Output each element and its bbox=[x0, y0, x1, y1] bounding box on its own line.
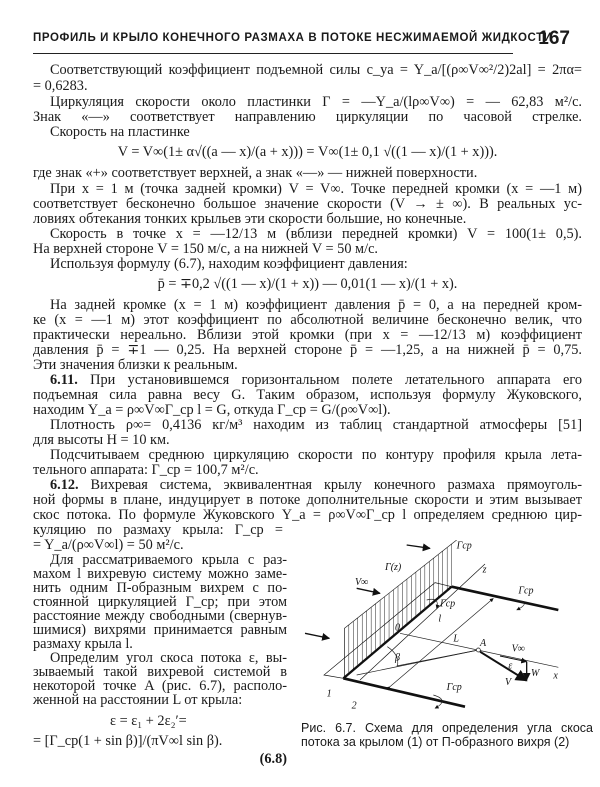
figure-caption-line: потока за крылом (1) от П-образного вихря (2) bbox=[301, 735, 570, 749]
text-line: ной формы в плане, индуцирует в потоке дополнительные скорости и этим вызывает bbox=[33, 492, 582, 508]
text-line: Используя формулу (6.7), находим коэффициент давления: bbox=[50, 256, 408, 272]
text-line: женной на расстоянии L от крыла: bbox=[33, 692, 243, 708]
text-line: Определим угол скоса потока ε, вы- bbox=[50, 650, 287, 666]
text-line: практически нереально. Вблизи этой кромки (при x = —12/13 м) коэффициент bbox=[33, 327, 582, 343]
text-line: Скорость на пластинке bbox=[50, 124, 190, 140]
formula-line: p̄ = ∓0,2 √((1 — x)/(1 + x)) — 0,01(1 — x)/(1 + x). bbox=[157, 276, 458, 292]
header-rule bbox=[33, 53, 513, 54]
text-line: некоторой точке A (рис. 6.7), располо- bbox=[33, 678, 287, 694]
text-line: = Y_a/(ρ∞V∞l) = 50 м²/с. bbox=[33, 537, 184, 553]
label-wing-1: 1 bbox=[326, 688, 332, 700]
label-origin: 0 bbox=[395, 622, 400, 634]
text-line: соответствует бесконечно большое значение скорости (V → ± ∞). В реальных ус- bbox=[33, 196, 582, 212]
formula-line: ε = ε₁ + 2ε₂′= bbox=[110, 713, 187, 729]
text-line: расстояние между свободными (свернув- bbox=[33, 608, 287, 624]
text-line: подъемная сила равна весу G. Таким образом, используя формулу Жуковского, bbox=[33, 387, 582, 403]
label-v-inf-at-a: V∞ bbox=[511, 643, 525, 655]
label-point-a: A bbox=[480, 638, 487, 649]
formula-line: V = V∞(1± α√((a — x)/(a + x))) = V∞(1± 0,1 √((1 — x)/(1 + x))). bbox=[117, 144, 498, 160]
text-line: для высоты H = 10 км. bbox=[33, 432, 170, 448]
formula-line: = [Γ_ср(1 + sin β)]/(πV∞l sin β). bbox=[33, 733, 223, 749]
text-line: Циркуляция скорости около пластинки Γ = —Y_a/(lρ∞V∞) = — 62,83 м²/с. bbox=[50, 94, 582, 110]
problem-number: 6.12. bbox=[50, 477, 79, 493]
label-gamma-cp-center: Γср bbox=[440, 598, 456, 610]
text-line: Эти значения близки к реальным. bbox=[33, 357, 238, 373]
page-number: 167 bbox=[538, 28, 570, 49]
text-line: куляцию по размаху крыла: Γ_ср = bbox=[33, 522, 283, 538]
figure-caption-line: Рис. 6.7. Схема для определения угла скоса bbox=[301, 721, 593, 735]
text-line: нить одним П-образным вихрем с по- bbox=[33, 580, 287, 596]
label-x-axis: x bbox=[553, 670, 558, 682]
text-line: давления p̄ = ∓1 — 0,25. На верхней стороне p̄ = —1,25, а на нижней p̄ = 0,75. bbox=[33, 342, 582, 358]
text-line: Скорость в точке x = —12/13 м (вблизи передней кромки) V = 100(1± 0,5). bbox=[50, 226, 582, 242]
text-line: шимися) вихрями принимается равным bbox=[33, 622, 287, 638]
text-line: Знак «—» соответствует направлению циркуляции по часовой стрелке. bbox=[33, 109, 582, 125]
text-line: Подсчитываем среднюю циркуляцию скорости по контуру профиля крыла лета- bbox=[50, 447, 582, 463]
text-line: Плотность ρ∞= 0,4136 кг/м³ находим из таблиц стандартной атмосферы [51] bbox=[50, 417, 582, 433]
text-line: скос потока. По формуле Жуковского Y_a = ρ∞V∞Γ_ср l определяем среднюю цир- bbox=[33, 507, 582, 523]
text-line: размаху крыла l. bbox=[33, 636, 133, 652]
text-line: На задней кромке (x = 1 м) коэффициент давления p̄ = 0, а на передней кром- bbox=[50, 297, 582, 313]
label-distance-l: L bbox=[453, 633, 459, 645]
text-line: ловиях обтекания тонких крыльев эти скорости большие, но конечные. bbox=[33, 211, 467, 227]
text-line: 6.11. При установившемся горизонтальном полете летательного аппарата его bbox=[50, 372, 582, 388]
text-line: стоянной циркуляцией Γ_ср; при этом bbox=[33, 594, 287, 610]
label-span-l: l bbox=[438, 613, 442, 625]
text-line: махом l вихревую систему можно заме- bbox=[33, 566, 287, 582]
formula-line: (6.8) bbox=[259, 751, 287, 767]
text-line: находим Y_a = ρ∞V∞Γ_ср l = G, откуда Γ_ср = G/(ρ∞V∞l). bbox=[33, 402, 391, 418]
label-beta: β bbox=[395, 652, 400, 664]
label-epsilon: ε bbox=[508, 660, 513, 672]
label-z-axis: z bbox=[482, 564, 487, 576]
text-line: На верхней стороне V = 150 м/с, а на нижней V = 50 м/с. bbox=[33, 241, 378, 257]
text-line: = 0,6283. bbox=[33, 78, 88, 94]
text-line: 6.12. Вихревая система, эквивалентная крылу конечного размаха прямоуголь- bbox=[50, 477, 582, 493]
text-line: тельного аппарата: Γ_ср = 100,7 м²/с. bbox=[33, 462, 259, 478]
text-line: При x = 1 м (точка задней кромки) V = V∞. Точке передней кромки (x = —1 м) bbox=[50, 181, 582, 197]
label-v-inf: V∞ bbox=[355, 577, 369, 588]
label-w: W bbox=[531, 668, 540, 679]
problem-number: 6.11. bbox=[50, 372, 78, 388]
text-line: Соответствующий коэффициент подъемной силы c_ya = Y_a/[(ρ∞V∞²/2)2al] = 2πα= bbox=[50, 62, 582, 78]
velocity-vectors bbox=[480, 652, 527, 681]
label-vortex-2: 2 bbox=[351, 700, 357, 712]
text-line: зываемый такой вихревой системой в bbox=[33, 664, 287, 680]
label-gamma-cp-right: Γср bbox=[518, 585, 534, 597]
label-v: V bbox=[505, 677, 512, 688]
label-gamma-z: Γ(z) bbox=[385, 562, 402, 573]
text-line: ке (x = —1 м) этот коэффициент по абсолютной величине бесконечно велик, что bbox=[33, 312, 582, 328]
label-gamma-cp-top: Γср bbox=[456, 540, 472, 552]
text-line: где знак «+» соответствует верхней, а знак «—» — нижней поверхности. bbox=[33, 165, 478, 181]
text-line: Для рассматриваемого крыла с раз- bbox=[50, 552, 287, 568]
label-gamma-cp-bottom: Γср bbox=[446, 682, 462, 693]
running-title: ПРОФИЛЬ И КРЫЛО КОНЕЧНОГО РАЗМАХА В ПОТОКЕ НЕСЖИМАЕМОЙ ЖИДКОСТИ bbox=[33, 32, 553, 44]
